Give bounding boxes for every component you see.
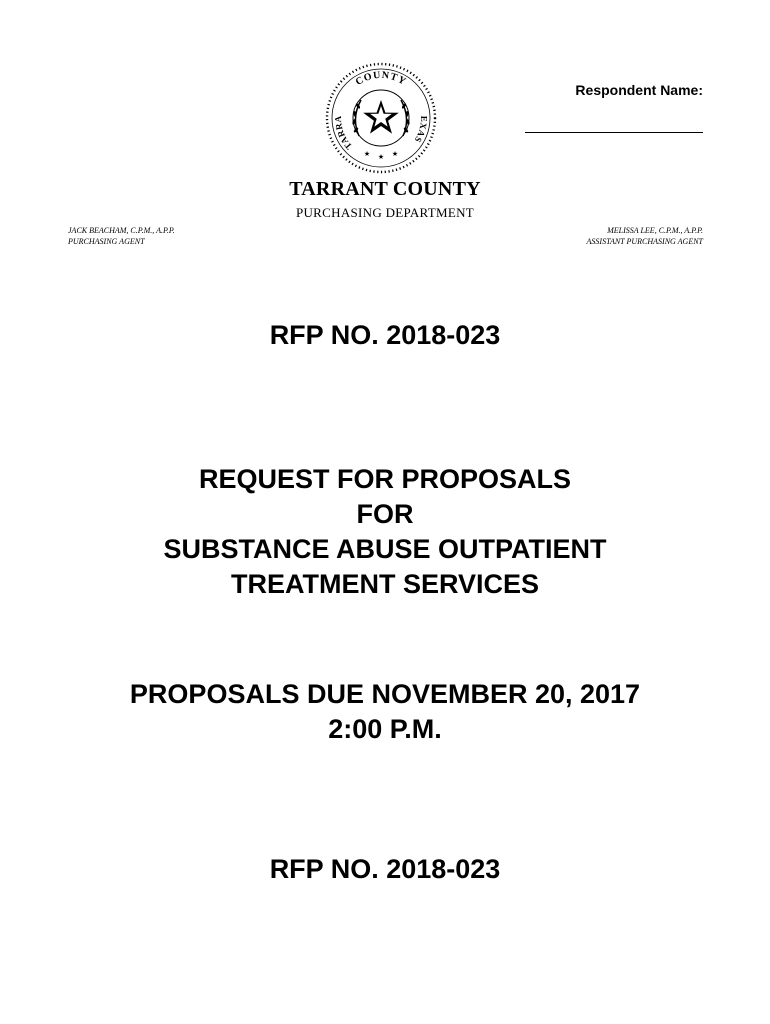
assistant-agent-name: MELISSA LEE, C.P.M., A.P.P. — [607, 226, 703, 235]
purchasing-agent-block — [68, 225, 175, 247]
assistant-agent-title: ASSISTANT PURCHASING AGENT — [586, 237, 703, 246]
purchasing-agent-name: JACK BEACHAM, C.P.M., A.P.P. — [68, 226, 175, 235]
respondent-name-field[interactable] — [525, 132, 703, 133]
purchasing-agent-title: PURCHASING AGENT — [68, 237, 145, 246]
star-seal-icon — [323, 60, 439, 176]
svg-text:TARRANT: TARRA — [332, 115, 355, 152]
county-seal — [323, 60, 439, 176]
svg-text:TEXAS: EXAS — [412, 115, 430, 145]
due-date-block — [0, 677, 770, 747]
title-line: REQUEST FOR PROPOSALS — [198, 464, 572, 494]
svg-text:★: ★ — [377, 153, 385, 161]
due-date-line: PROPOSALS DUE NOVEMBER 20, 2017 — [129, 679, 641, 709]
rfp-number: RFP NO. 2018-023 — [269, 320, 501, 350]
svg-text:★: ★ — [363, 150, 371, 158]
svg-text:COUNTY: COUNTY — [353, 69, 409, 88]
org-name: TARRANT COUNTY — [289, 178, 481, 200]
assistant-agent-block — [500, 225, 703, 247]
title-line: SUBSTANCE ABUSE OUTPATIENT — [163, 534, 607, 564]
rfp-title — [0, 462, 770, 602]
svg-text:★: ★ — [391, 150, 399, 158]
due-time-line: 2:00 P.M. — [328, 714, 442, 744]
department-name: PURCHASING DEPARTMENT — [295, 205, 475, 220]
rfp-number-footer: RFP NO. 2018-023 — [269, 854, 501, 884]
title-line: TREATMENT SERVICES — [230, 569, 540, 599]
respondent-name-label: Respondent Name: — [575, 82, 703, 98]
title-line: FOR — [356, 499, 414, 529]
